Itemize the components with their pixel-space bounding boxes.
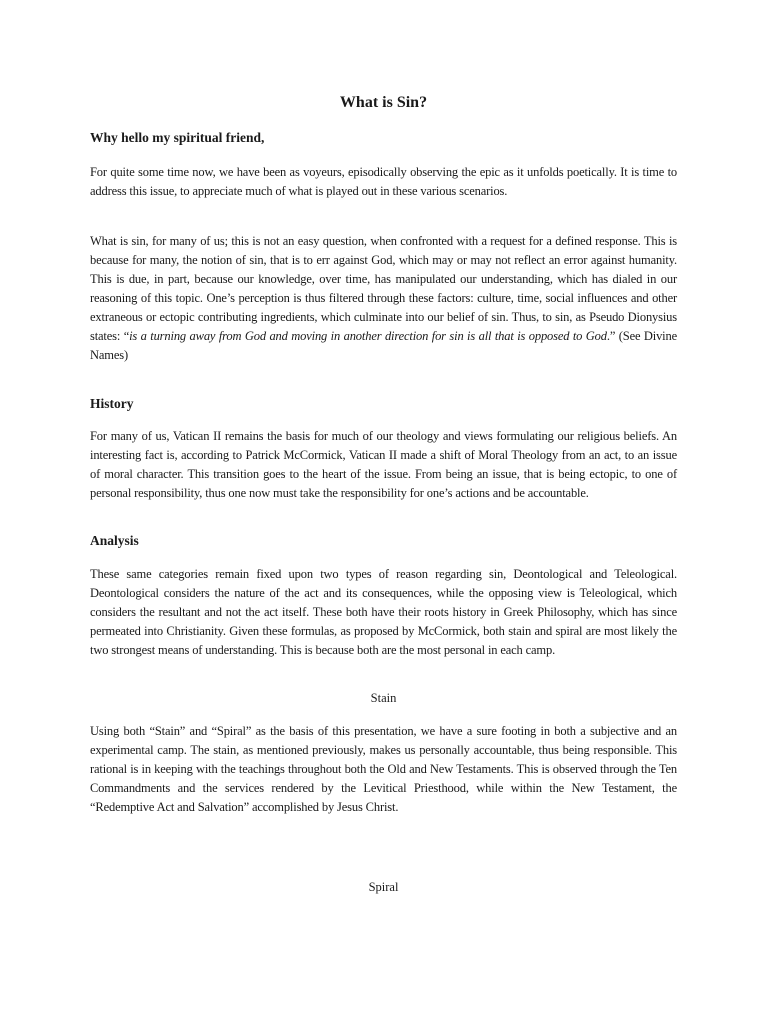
quote-citation: .” (See Divine Names) [90, 329, 677, 362]
stain-paragraph: Using both “Stain” and “Spiral” as the basis of this presentation, we have a sure footing in both a subjective and an experimental camp. The stain, as mentioned previously, makes us personally accountable, thus being responsible. This rational is in keeping with the teachings throughout both the Old and New Testaments. This is observed through the Ten Commandments and the services rendered by the Levitical Priesthood, while within the New Testament, the “Redemptive Act and Salvation” accomplished by Jesus Christ. [90, 724, 677, 814]
definition-text: What is sin, for many of us; this is not an easy question, when confronted with a request for a defined response. This is because for many, the notion of sin, that is to err against God, which may or may not reflect an error against humanity. This is due, in part, because our knowledge, over time, has manipulated our understanding, which has dialed in our reasoning of this topic. One’s perception is thus filtered through these factors: culture, time, social influences and other extraneous or ectopic contributing ingredients, which culminate into our belief of sin. Thus, to sin, as Pseudo Dionysius states: “ [90, 234, 677, 343]
history-paragraph: For many of us, Vatican II remains the basis for much of our theology and views formulating our religious beliefs. An interesting fact is, according to Patrick McCormick, Vatican II made a shift of Moral Theology from an act, to an issue of moral character. This transition goes to the heart of the issue. From being an issue, that is being ectopic, to one of personal responsibility, thus one now must take the responsibility for one’s actions and be accountable. [90, 429, 677, 500]
definition-paragraph [90, 232, 677, 365]
greeting-line: Why hello my spiritual friend, [90, 130, 265, 145]
section-heading-analysis: Analysis [90, 533, 139, 548]
subheading-stain: Stain [370, 691, 397, 705]
subheading-spiral: Spiral [368, 880, 399, 894]
intro-paragraph: For quite some time now, we have been as voyeurs, episodically observing the epic as it unfolds poetically. It is time to address this issue, to appreciate much of what is played out in these various scenarios. [90, 165, 677, 198]
dionysius-quote: is a turning away from God and moving in another direction for sin is all that is opposed to God [129, 329, 607, 343]
analysis-paragraph: These same categories remain fixed upon two types of reason regarding sin, Deontological and Teleological. Deontological considers the nature of the act and its consequences, while the opposing view is Teleological, which considers the resultant and not the act itself. These both have their roots history in Greek Philosophy, which has since permeated into Christianity. Given these formulas, as proposed by McCormick, both stain and spiral are most likely the two strongest means of understanding. This is because both are the most personal in each camp. [90, 567, 677, 657]
document-title: What is Sin? [339, 94, 428, 111]
section-heading-history: History [90, 396, 134, 411]
